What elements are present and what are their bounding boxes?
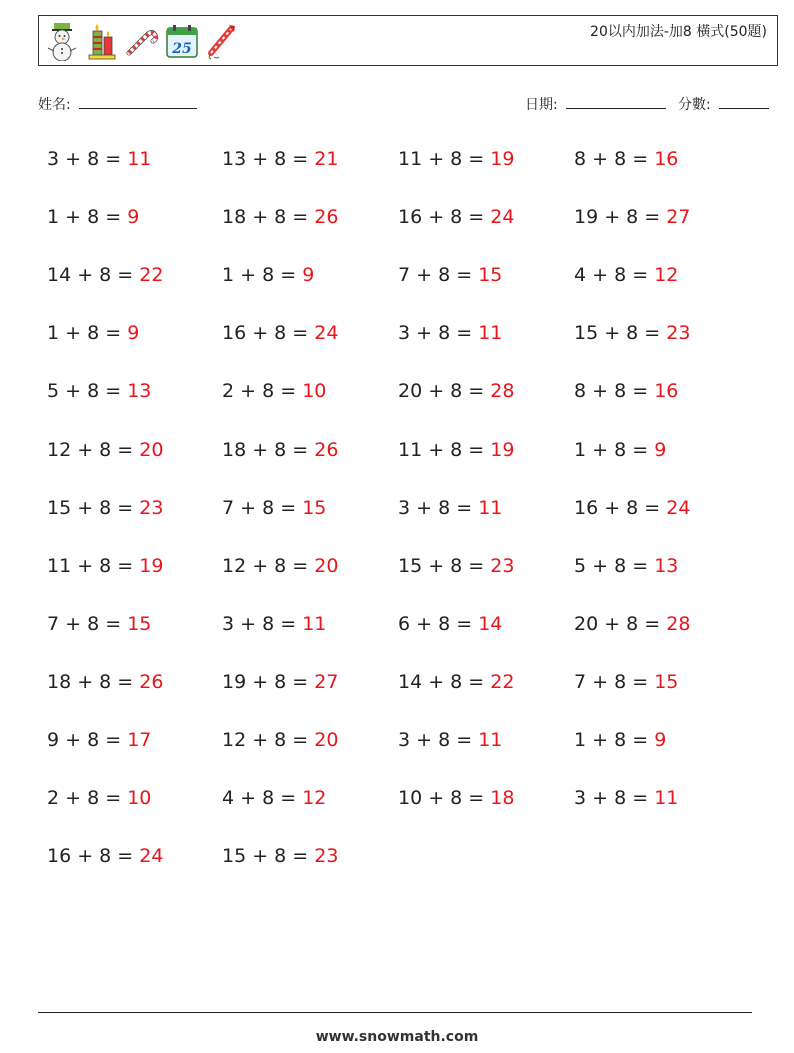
problem-answer: 22 [139,264,164,287]
problem-question: 1 + 8 = [574,438,655,461]
problem-answer: 24 [490,206,515,229]
problem-item [47,787,151,809]
problem-answer: 19 [490,148,515,170]
problem-question: 1 + 8 = [222,264,303,287]
problem-question: 8 + 8 = [574,380,655,403]
score-blank[interactable] [719,94,769,109]
problem-item [574,671,678,693]
problem-answer: 27 [314,670,339,693]
icon-strip [45,21,239,61]
problem-item [222,380,326,402]
problem-answer: 27 [666,206,691,229]
problem-item [398,671,514,693]
problem-question: 7 + 8 = [47,612,128,635]
problem-question: 3 + 8 = [47,148,128,170]
problem-answer: 26 [139,670,164,693]
problem-item [47,322,139,344]
problem-item [574,787,678,809]
problem-question: 18 + 8 = [47,670,140,693]
problem-answer: 17 [127,729,152,751]
problem-question: 16 + 8 = [574,496,667,519]
footer-url[interactable]: www.snowmath.com [315,1029,479,1045]
problem-answer: 20 [139,438,164,461]
problem-question: 5 + 8 = [574,554,655,577]
problem-item [398,439,514,461]
problem-item [574,613,690,635]
problem-question: 11 + 8 = [398,438,491,461]
problem-answer: 23 [314,845,339,868]
name-field[interactable] [38,94,197,114]
problem-answer: 15 [478,264,503,287]
date-blank[interactable] [566,94,666,109]
problem-item [398,729,502,751]
problem-answer: 21 [314,148,339,170]
problem-item [398,206,514,228]
name-blank[interactable] [79,94,197,109]
problem-item [398,497,502,519]
problem-item [574,322,690,344]
problem-answer: 10 [302,380,327,403]
problem-question: 7 + 8 = [222,496,303,519]
worksheet-header [38,15,778,66]
snowman-icon [45,21,79,61]
problem-answer: 24 [666,496,691,519]
problem-answer: 9 [654,438,667,461]
problem-item [574,497,690,519]
problem-question: 4 + 8 = [574,264,655,287]
problem-answer: 22 [490,670,515,693]
problem-question: 5 + 8 = [47,380,128,403]
problem-question: 20 + 8 = [398,380,491,403]
problem-answer: 11 [478,496,503,519]
problem-item [574,380,678,402]
problem-item [574,729,666,751]
problem-answer: 23 [139,496,164,519]
problem-answer: 24 [139,845,164,868]
problem-question: 3 + 8 = [574,787,655,810]
problem-question: 1 + 8 = [47,206,128,229]
problem-answer: 13 [654,554,679,577]
problem-item [574,206,690,228]
problem-item [398,264,502,286]
problem-answer: 11 [478,322,503,345]
problem-item [222,729,338,751]
problem-question: 3 + 8 = [398,496,479,519]
problem-item [222,497,326,519]
candy-cane-icon [125,21,159,61]
problem-item [47,264,163,286]
problem-answer: 26 [314,206,339,229]
problem-question: 9 + 8 = [47,729,128,751]
problem-item [398,380,514,402]
problem-item [222,148,338,170]
problem-question: 2 + 8 = [222,380,303,403]
problem-answer: 20 [314,554,339,577]
problem-question: 7 + 8 = [398,264,479,287]
problem-answer: 9 [302,264,315,287]
problem-question: 4 + 8 = [222,787,303,810]
problem-item [222,439,338,461]
problem-answer: 28 [666,612,691,635]
problem-question: 18 + 8 = [222,438,315,461]
problem-question: 14 + 8 = [398,670,491,693]
problem-answer: 28 [490,380,515,403]
problem-answer: 11 [127,148,152,170]
problem-question: 15 + 8 = [574,322,667,345]
problem-answer: 9 [654,729,667,751]
problem-question: 2 + 8 = [47,787,128,810]
problem-question: 8 + 8 = [574,148,655,170]
problem-answer: 15 [127,612,152,635]
problem-question: 1 + 8 = [47,322,128,345]
problem-question: 16 + 8 = [398,206,491,229]
problem-question: 14 + 8 = [47,264,140,287]
problem-item [47,380,151,402]
calendar-number: 25 [172,41,192,57]
candles-icon [85,21,119,61]
name-label: 姓名: [38,97,71,113]
problem-item [398,613,502,635]
problem-answer: 26 [314,438,339,461]
problem-question: 15 + 8 = [222,845,315,868]
score-field[interactable] [678,94,769,114]
problem-question: 18 + 8 = [222,206,315,229]
score-label: 分數: [678,97,711,113]
problem-question: 19 + 8 = [574,206,667,229]
problem-item [47,845,163,867]
problem-answer: 9 [127,322,140,345]
problem-answer: 13 [127,380,152,403]
problem-answer: 9 [127,206,140,229]
problem-answer: 15 [302,496,327,519]
problem-question: 12 + 8 = [47,438,140,461]
problem-answer: 11 [478,729,503,751]
problem-item [47,729,151,751]
problem-question: 12 + 8 = [222,729,315,751]
problem-question: 11 + 8 = [398,148,491,170]
problem-item [222,671,338,693]
firework-rocket-icon [205,21,239,61]
problem-answer: 19 [490,438,515,461]
problem-question: 15 + 8 = [47,496,140,519]
problem-answer: 16 [654,148,679,170]
problem-question: 3 + 8 = [398,729,479,751]
problem-answer: 23 [666,322,691,345]
problem-question: 6 + 8 = [398,612,479,635]
problem-answer: 12 [654,264,679,287]
problem-answer: 10 [127,787,152,810]
problem-item [222,322,338,344]
problem-question: 11 + 8 = [47,554,140,577]
problem-question: 12 + 8 = [222,554,315,577]
problem-answer: 14 [478,612,503,635]
problem-item [574,264,678,286]
problem-question: 13 + 8 = [222,148,315,170]
problem-item [222,555,338,577]
problem-item [398,148,514,170]
problem-item [222,787,326,809]
problem-item [222,613,326,635]
problem-answer: 16 [654,380,679,403]
problem-item [398,787,514,809]
problem-answer: 19 [139,554,164,577]
problem-answer: 11 [302,612,327,635]
problem-item [222,264,314,286]
problem-item [574,555,678,577]
problem-item [574,148,678,170]
problem-question: 7 + 8 = [574,670,655,693]
calendar-25-icon [165,21,199,61]
problem-question: 1 + 8 = [574,729,655,751]
problem-answer: 23 [490,554,515,577]
problem-item [398,555,514,577]
date-label: 日期: [525,97,558,113]
problem-item [47,206,139,228]
problem-item [222,206,338,228]
date-field[interactable] [525,94,666,114]
problem-question: 16 + 8 = [47,845,140,868]
problem-question: 10 + 8 = [398,787,491,810]
problem-question: 3 + 8 = [222,612,303,635]
problem-item [47,613,151,635]
problem-question: 20 + 8 = [574,612,667,635]
problem-answer: 24 [314,322,339,345]
problem-item [47,555,163,577]
footer-divider [38,1012,752,1013]
problem-question: 15 + 8 = [398,554,491,577]
problem-item [574,439,666,461]
problem-question: 19 + 8 = [222,670,315,693]
problem-item [47,671,163,693]
worksheet-title: 20以内加法-加8 橫式(50題) [590,24,767,40]
problem-answer: 11 [654,787,679,810]
problem-item [47,439,163,461]
problem-question: 3 + 8 = [398,322,479,345]
problem-answer: 15 [654,670,679,693]
problem-question: 16 + 8 = [222,322,315,345]
problem-answer: 18 [490,787,515,810]
problem-item [222,845,338,867]
problem-answer: 12 [302,787,327,810]
problem-item [398,322,502,344]
problem-answer: 20 [314,729,339,751]
problem-item [47,497,163,519]
problem-item [47,148,151,170]
